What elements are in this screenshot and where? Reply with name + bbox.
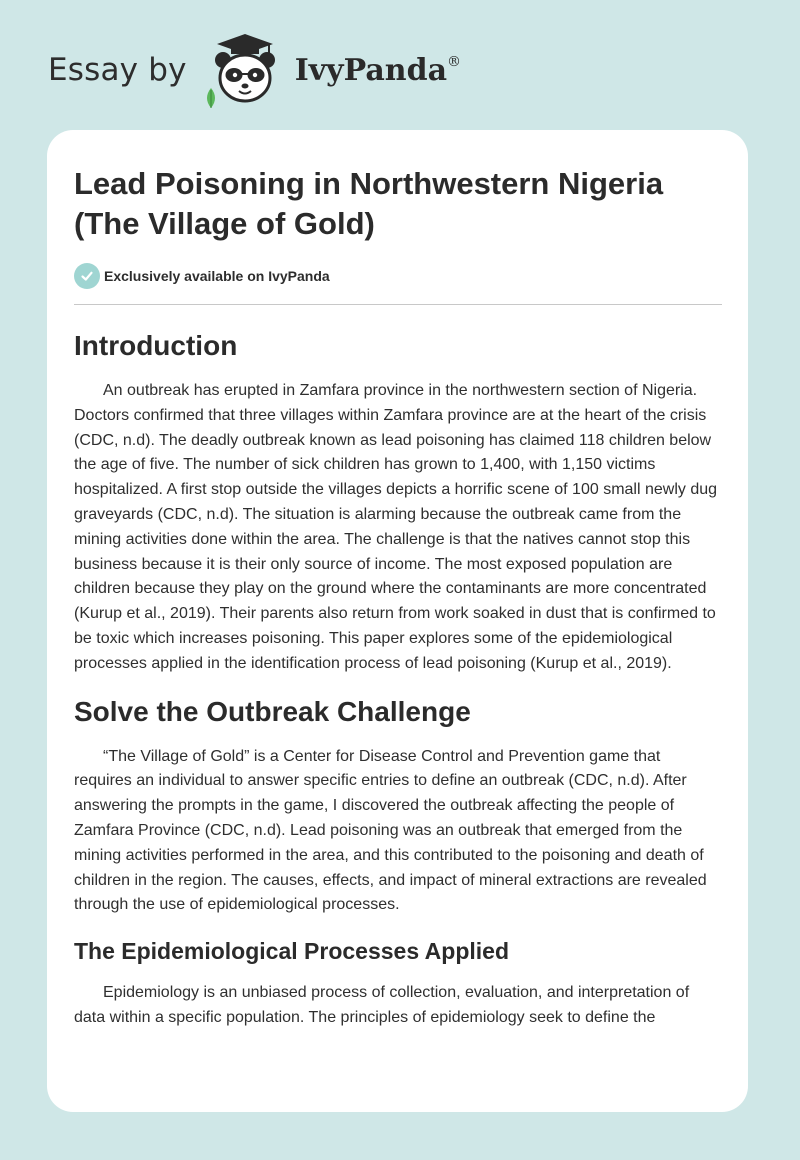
brand-name: IvyPanda®	[294, 52, 462, 88]
panda-graduate-logo-icon[interactable]	[201, 30, 289, 110]
brand-prefix: Essay by	[48, 52, 187, 88]
section-paragraph-epidemiological-processes: Epidemiology is an unbiased process of collection, evaluation, and interpretation of data within a specific population. The principles of epidemiology seek to define the	[74, 984, 690, 1026]
essay-card	[47, 130, 748, 1112]
exclusive-badge	[74, 262, 722, 290]
brand-header	[48, 30, 461, 110]
exclusive-badge-text: Exclusively available on IvyPanda	[104, 268, 330, 284]
section-heading-introduction: Introduction	[74, 330, 238, 361]
section-heading-solve-outbreak: Solve the Outbreak Challenge	[74, 695, 471, 727]
page-title: Lead Poisoning in Northwestern Nigeria (The Village of Gold)	[74, 166, 664, 241]
section-heading-epidemiological-processes: The Epidemiological Processes Applied	[74, 938, 509, 965]
section-paragraph-solve-outbreak: “The Village of Gold” is a Center for Disease Control and Prevention game that requires an individual to answer specific entries to define an outbreak (CDC, n.d). After answering the prompts in the game, I discovered the outbreak affecting the people of Zamfara Province (CDC, n.d). Lead poisoning was an outbreak that emerged from the mining activities performed in the area, and this contributed to the poisoning and death of children in the region. The causes, effects, and impact of mineral extractions are revealed through the use of epidemiological processes.	[74, 747, 707, 914]
divider	[74, 304, 722, 305]
check-circle-icon	[74, 263, 100, 289]
section-paragraph-introduction: An outbreak has erupted in Zamfara province in the northwestern section of Nigeria. Doctors confirmed that three villages within Zamfara province are at the heart of the crisis (CDC, n.d). The deadly outbreak known as lead poisoning has claimed 118 children below the age of five. The number of sick children has grown to 1,400, with 1,150 victims hospitalized. A first stop outside the villages depicts a horrific scene of 100 small newly dug graveyards (CDC, n.d). The situation is alarming because the outbreak came from the mining activities done within the area. The challenge is that the natives cannot stop this business because it is their only source of income. The most exposed population are children because they play on the ground where the contaminants are more concentrated (Kurup et al., 2019). Their parents also return from work soaked in dust that is confirmed to be toxic which increases poisoning. This paper explores some of the epidemiological processes applied in the identification process of lead poisoning (Kurup et al., 2019).	[74, 382, 718, 672]
